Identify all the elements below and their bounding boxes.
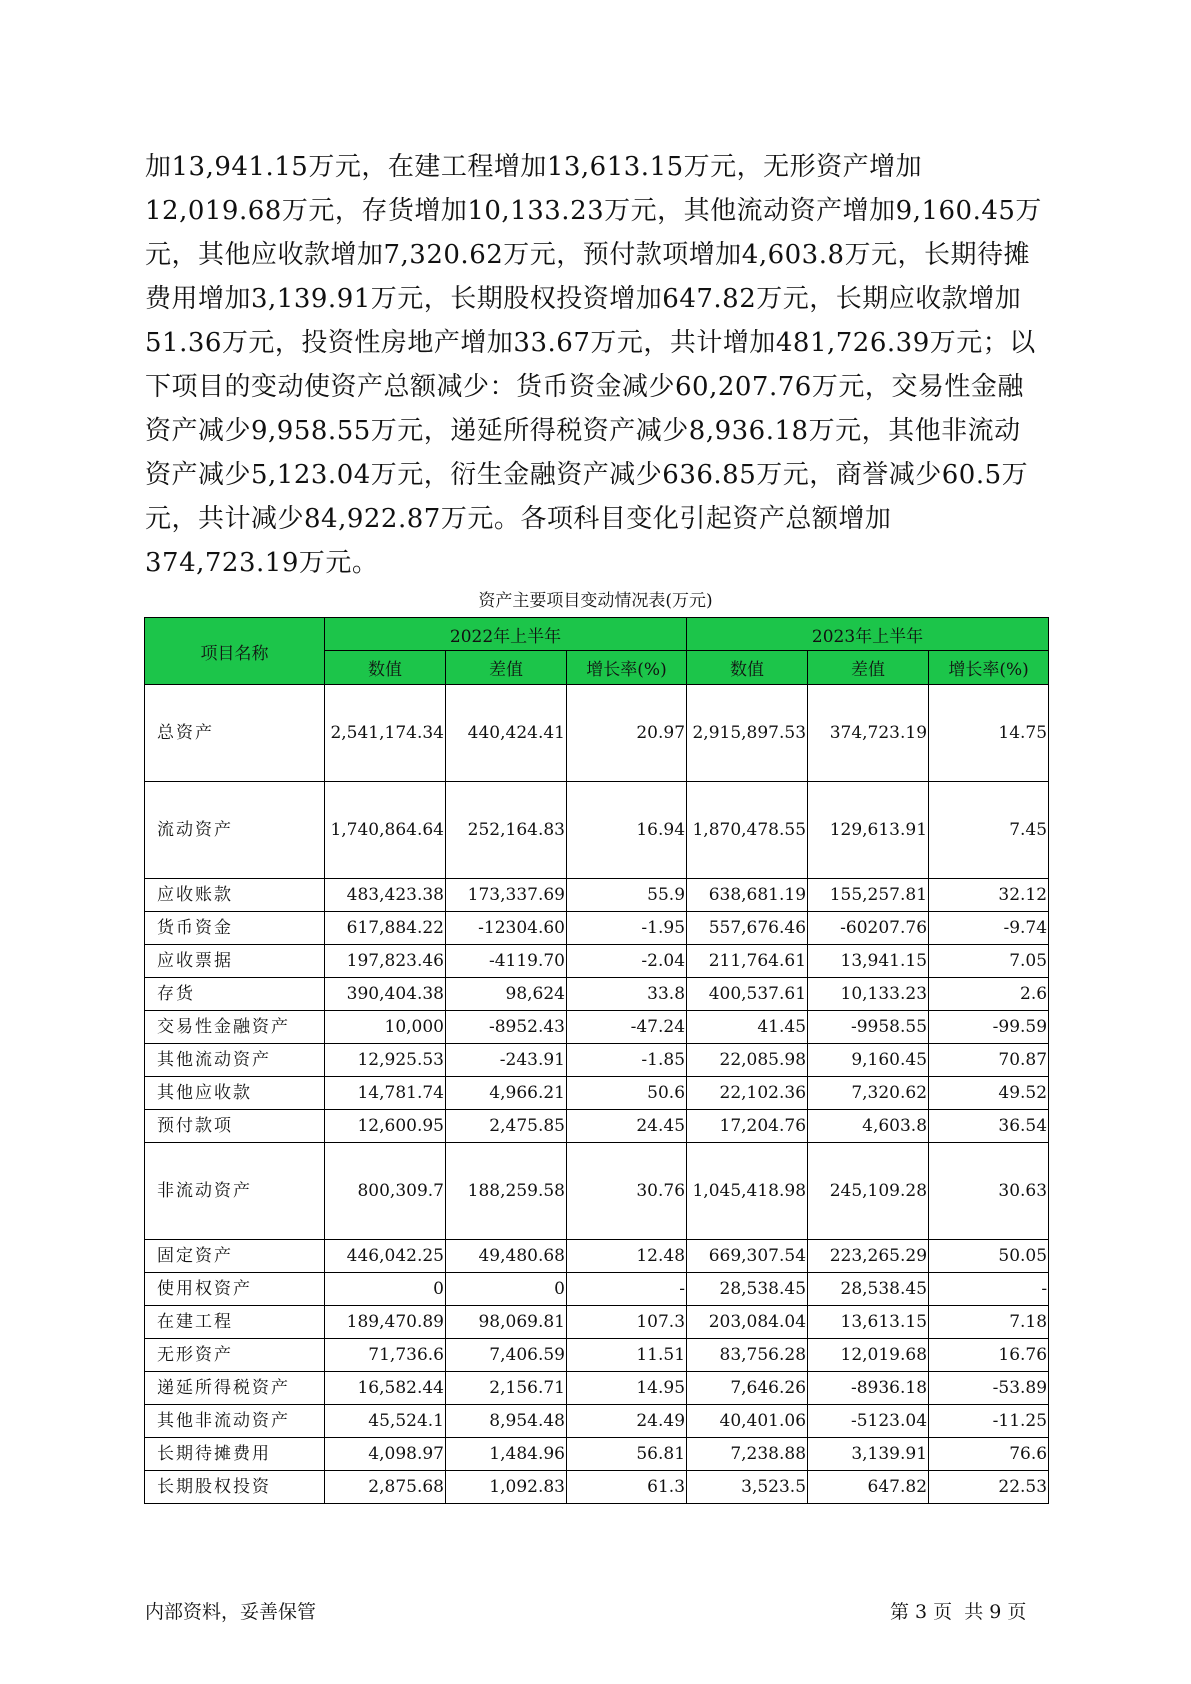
body-paragraph: 加13,941.15万元，在建工程增加13,613.15万元，无形资产增加12,019.68万元，存货增加10,133.23万元，其他流动资产增加9,160.45万元，其他应收款增加7,320.62万元，预付款项增加4,603.8万元，长期待摊费用增加3,139.91万元，长期股权投资增加647.82万元，长期应收款增加51.36万元，投资性房地产增加33.67万元，共计增加481,726.39万元；以下项目的变动使资产总额减少：货币资金减少60,207.76万元，交易性金融资产减少9,958.55万元，递延所得税资产减少8,936.18万元，其他非流动资产减少5,123.04万元，衍生金融资产减少636.85万元，商誉减少60.5万元，共计减少84,922.87万元。各项科目变化引起资产总额增加374,723.19万元。 [145,152,1042,578]
cell-v23: 638,681.19 [687,879,808,912]
table-row [145,945,1049,978]
cell-d22: 7,406.59 [446,1339,567,1372]
row-item-name: 其他非流动资产 [145,1405,325,1438]
row-item-name: 使用权资产 [145,1273,325,1306]
cell-v22: 617,884.22 [325,912,446,945]
row-item-name: 固定资产 [145,1240,325,1273]
cell-d22: 98,069.81 [446,1306,567,1339]
cell-v22: 0 [325,1273,446,1306]
cell-v23: 22,085.98 [687,1044,808,1077]
cell-d22: 98,624 [446,978,567,1011]
row-item-name: 交易性金融资产 [145,1011,325,1044]
cell-g23: 7.05 [929,945,1049,978]
cell-d23: 9,160.45 [808,1044,929,1077]
cell-g23: 32.12 [929,879,1049,912]
cell-d23: 13,941.15 [808,945,929,978]
cell-d23: -60207.76 [808,912,929,945]
table-row [145,1339,1049,1372]
header-period-2023: 2023年上半年 [687,618,1049,651]
cell-v22: 446,042.25 [325,1240,446,1273]
cell-d22: 49,480.68 [446,1240,567,1273]
cell-d22: -12304.60 [446,912,567,945]
row-item-name: 流动资产 [145,782,325,879]
header-value-2022: 数值 [325,651,446,685]
cell-g22: -1.95 [567,912,687,945]
cell-g22: 24.49 [567,1405,687,1438]
cell-v23: 3,523.5 [687,1471,808,1504]
row-item-name: 长期股权投资 [145,1471,325,1504]
row-item-name: 非流动资产 [145,1143,325,1240]
cell-d22: 2,156.71 [446,1372,567,1405]
table-row [145,1143,1049,1240]
cell-v22: 483,423.38 [325,879,446,912]
cell-v23: 211,764.61 [687,945,808,978]
cell-g22: 20.97 [567,685,687,782]
cell-g22: 24.45 [567,1110,687,1143]
row-item-name: 存货 [145,978,325,1011]
row-item-name: 应收票据 [145,945,325,978]
cell-g22: 33.8 [567,978,687,1011]
cell-g23: 7.18 [929,1306,1049,1339]
cell-v23: 7,646.26 [687,1372,808,1405]
cell-v23: 557,676.46 [687,912,808,945]
cell-d22: 8,954.48 [446,1405,567,1438]
cell-g23: 50.05 [929,1240,1049,1273]
table-row [145,1471,1049,1504]
cell-d23: 28,538.45 [808,1273,929,1306]
cell-v23: 40,401.06 [687,1405,808,1438]
cell-v23: 83,756.28 [687,1339,808,1372]
footer-page-number: 第 3 页 共 9 页 [890,1601,1027,1623]
cell-g22: 11.51 [567,1339,687,1372]
cell-g22: -47.24 [567,1011,687,1044]
table-row [145,912,1049,945]
cell-v22: 45,524.1 [325,1405,446,1438]
cell-d23: -8936.18 [808,1372,929,1405]
table-row [145,1273,1049,1306]
cell-d23: -5123.04 [808,1405,929,1438]
table-row [145,685,1049,782]
row-item-name: 预付款项 [145,1110,325,1143]
row-item-name: 长期待摊费用 [145,1438,325,1471]
table-row [145,1011,1049,1044]
cell-v22: 800,309.7 [325,1143,446,1240]
table-row [145,1372,1049,1405]
table-row [145,1438,1049,1471]
row-item-name: 应收账款 [145,879,325,912]
cell-v23: 669,307.54 [687,1240,808,1273]
table-row [145,978,1049,1011]
cell-g23: -99.59 [929,1011,1049,1044]
cell-d23: 4,603.8 [808,1110,929,1143]
cell-v22: 189,470.89 [325,1306,446,1339]
cell-d23: 374,723.19 [808,685,929,782]
cell-v23: 203,084.04 [687,1306,808,1339]
cell-v22: 12,600.95 [325,1110,446,1143]
cell-g22: 61.3 [567,1471,687,1504]
row-item-name: 其他应收款 [145,1077,325,1110]
cell-g23: - [929,1273,1049,1306]
cell-g23: 30.63 [929,1143,1049,1240]
cell-g23: 2.6 [929,978,1049,1011]
cell-g23: 70.87 [929,1044,1049,1077]
table-row [145,1110,1049,1143]
cell-v22: 1,740,864.64 [325,782,446,879]
cell-d22: 173,337.69 [446,879,567,912]
cell-v22: 10,000 [325,1011,446,1044]
cell-g22: 30.76 [567,1143,687,1240]
header-diff-2023: 差值 [808,651,929,685]
cell-v23: 17,204.76 [687,1110,808,1143]
cell-d22: -8952.43 [446,1011,567,1044]
table-row [145,1077,1049,1110]
table-row [145,1044,1049,1077]
cell-d22: 0 [446,1273,567,1306]
row-item-name: 递延所得税资产 [145,1372,325,1405]
header-value-2023: 数值 [687,651,808,685]
footer-confidential-note: 内部资料，妥善保管 [145,1601,317,1623]
row-item-name: 在建工程 [145,1306,325,1339]
cell-v22: 2,875.68 [325,1471,446,1504]
cell-g23: -11.25 [929,1405,1049,1438]
cell-v23: 22,102.36 [687,1077,808,1110]
cell-d22: 2,475.85 [446,1110,567,1143]
cell-d22: 440,424.41 [446,685,567,782]
cell-g22: 50.6 [567,1077,687,1110]
table-row [145,1405,1049,1438]
cell-d22: -243.91 [446,1044,567,1077]
cell-g22: - [567,1273,687,1306]
cell-d23: 129,613.91 [808,782,929,879]
cell-d23: 3,139.91 [808,1438,929,1471]
cell-g23: -9.74 [929,912,1049,945]
header-item-name: 项目名称 [145,618,325,685]
header-diff-2022: 差值 [446,651,567,685]
row-item-name: 无形资产 [145,1339,325,1372]
cell-v22: 12,925.53 [325,1044,446,1077]
cell-g23: 49.52 [929,1077,1049,1110]
table-caption: 资产主要项目变动情况表(万元) [478,591,713,611]
cell-d22: 1,092.83 [446,1471,567,1504]
cell-v23: 1,870,478.55 [687,782,808,879]
cell-g23: 76.6 [929,1438,1049,1471]
cell-g22: 107.3 [567,1306,687,1339]
table-row [145,782,1049,879]
header-period-2022: 2022年上半年 [325,618,687,651]
asset-change-table [144,617,1049,1504]
cell-v23: 7,238.88 [687,1438,808,1471]
cell-v23: 400,537.61 [687,978,808,1011]
cell-v22: 14,781.74 [325,1077,446,1110]
cell-v22: 71,736.6 [325,1339,446,1372]
cell-d23: 223,265.29 [808,1240,929,1273]
cell-d22: 188,259.58 [446,1143,567,1240]
cell-d22: 1,484.96 [446,1438,567,1471]
cell-d22: 252,164.83 [446,782,567,879]
cell-v22: 197,823.46 [325,945,446,978]
table-row [145,879,1049,912]
cell-v23: 28,538.45 [687,1273,808,1306]
cell-g23: 22.53 [929,1471,1049,1504]
cell-g22: 56.81 [567,1438,687,1471]
cell-v22: 2,541,174.34 [325,685,446,782]
cell-g23: 7.45 [929,782,1049,879]
cell-g23: 14.75 [929,685,1049,782]
cell-d23: -9958.55 [808,1011,929,1044]
cell-v23: 41.45 [687,1011,808,1044]
cell-g22: 55.9 [567,879,687,912]
cell-g22: -1.85 [567,1044,687,1077]
row-item-name: 其他流动资产 [145,1044,325,1077]
cell-d23: 10,133.23 [808,978,929,1011]
table-body [145,685,1049,1504]
cell-d23: 245,109.28 [808,1143,929,1240]
cell-g22: 14.95 [567,1372,687,1405]
cell-v23: 1,045,418.98 [687,1143,808,1240]
cell-d23: 13,613.15 [808,1306,929,1339]
row-item-name: 货币资金 [145,912,325,945]
row-item-name: 总资产 [145,685,325,782]
cell-d23: 12,019.68 [808,1339,929,1372]
cell-d22: 4,966.21 [446,1077,567,1110]
cell-d22: -4119.70 [446,945,567,978]
cell-g23: 16.76 [929,1339,1049,1372]
table-row [145,1240,1049,1273]
cell-g22: 12.48 [567,1240,687,1273]
header-growth-2022: 增长率(%) [567,651,687,685]
cell-v23: 2,915,897.53 [687,685,808,782]
cell-d23: 647.82 [808,1471,929,1504]
cell-v22: 4,098.97 [325,1438,446,1471]
cell-g23: 36.54 [929,1110,1049,1143]
cell-v22: 16,582.44 [325,1372,446,1405]
cell-g22: -2.04 [567,945,687,978]
cell-d23: 155,257.81 [808,879,929,912]
header-growth-2023: 增长率(%) [929,651,1049,685]
cell-g22: 16.94 [567,782,687,879]
cell-d23: 7,320.62 [808,1077,929,1110]
cell-g23: -53.89 [929,1372,1049,1405]
table-row [145,1306,1049,1339]
cell-v22: 390,404.38 [325,978,446,1011]
